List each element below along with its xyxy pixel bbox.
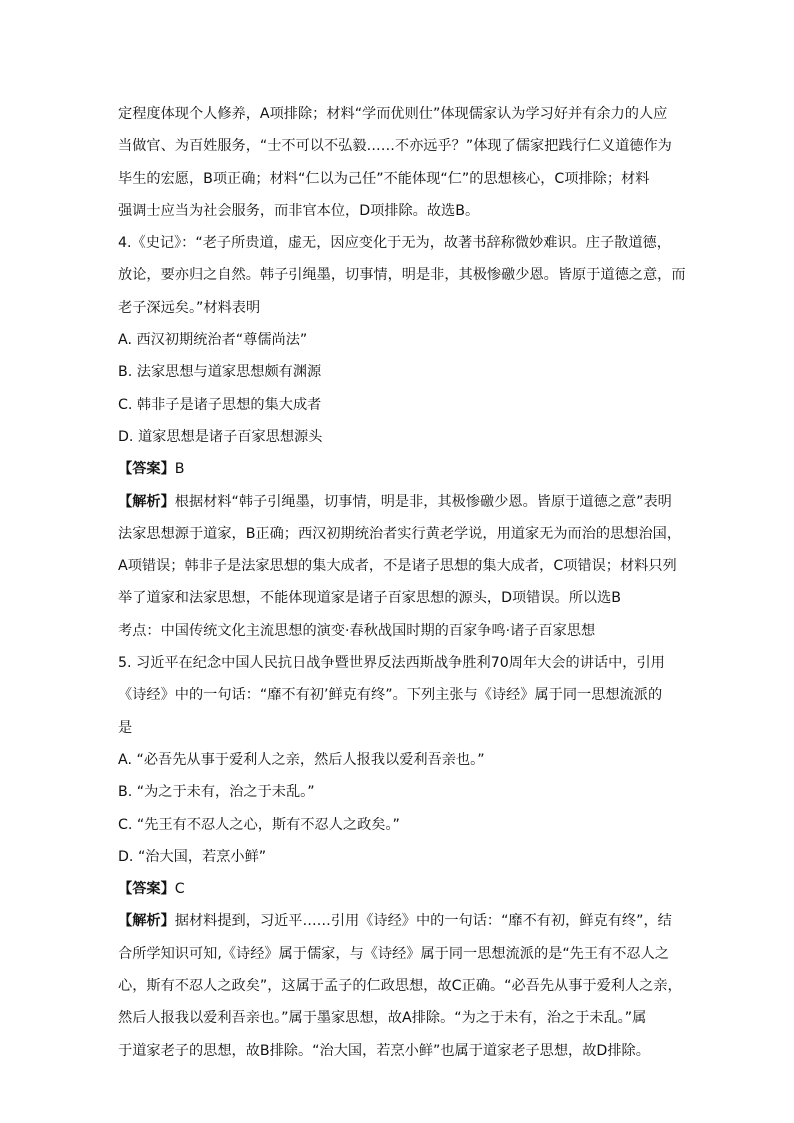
analysis-text: 据材料提到，习近平……引用《诗经》中的一句话：“靡不有初，鲜克有终”，结 <box>174 913 672 930</box>
question-5-analysis-line-1 <box>118 905 678 937</box>
question-4-analysis-line-3: A项错误；韩非子是法家思想的集大成者，不是诸子思想的集大成者，C项错误；材料只列 <box>118 558 677 575</box>
question-5-analysis-line-5: 于道家老子的思想，故B排除。“治大国，若烹小鲜”也属于道家老子思想，故D排除。 <box>118 1042 650 1059</box>
text-line-3: 毕生的宏愿，B项正确；材料“仁以为己任”不能体现“仁”的思想核心，C项排除；材料 <box>118 170 650 187</box>
question-5-stem-line-3: 是 <box>118 719 133 736</box>
text-line-1: 定程度体现个人修养，A项排除；材料“学而优则仕”体现儒家认为学习好并有余力的人应 <box>118 106 668 122</box>
question-5-option-b: B. “为之于未有，治之于未乱。” <box>118 784 315 801</box>
question-5-analysis-line-4: 然后人报我以爱利吾亲也。”属于墨家思想，故A排除。“为之于未有，治之于未乱。”属 <box>118 1010 647 1027</box>
text-line-4: 强调士应当为社会服务，而非官本位，D项排除。故选B。 <box>118 202 480 219</box>
question-5-analysis-line-2: 合所学知识可知,《诗经》属于儒家，与《诗经》属于同一思想流派的是“先王有不忍人之 <box>118 945 669 962</box>
question-5-option-d: D. “治大国，若烹小鲜” <box>118 848 267 865</box>
question-5-option-a: A. “必吾先从事于爱利人之亲，然后人报我以爱利吾亲也。” <box>118 751 485 768</box>
answer-value: C <box>174 881 185 898</box>
question-4-analysis-line-2: 法家思想源于道家，B正确；西汉初期统治者实行黄老学说，用道家无为而治的思想治国， <box>118 525 682 542</box>
question-5-stem-line-2: 《诗经》中的一句话：“靡不有初’鲜克有终”。下列主张与《诗经》属于同一思想流派的 <box>118 687 663 704</box>
question-4-stem-line-3: 老子深远矣。”材料表明 <box>118 299 261 316</box>
question-5-answer <box>118 873 678 905</box>
question-4-stem-line-1: 4.《史记》：“老子所贵道，虚无，因应变化于无为，故著书辞称微妙难识。庄子散道德， <box>118 235 671 252</box>
question-4-option-c: C. 韩非子是诸子思想的集大成者 <box>118 396 322 413</box>
question-4-knowledge-point: 考点：中国传统文化主流思想的演变·春秋战国时期的百家争鸣·诸子百家思想 <box>118 622 596 639</box>
question-4-analysis-line-1 <box>118 486 678 518</box>
analysis-tag: 【解析】 <box>118 493 175 510</box>
answer-tag: 【答案】 <box>118 881 175 898</box>
text-line-2: 当做官、为百姓服务，“士不可以不弘毅……不亦远乎？”体现了儒家把践行仁义道德作为 <box>118 138 672 155</box>
question-4-answer <box>118 453 678 485</box>
question-4-option-d: D. 道家思想是诸子百家思想源头 <box>118 428 323 445</box>
question-4-option-a: A. 西汉初期统治者“尊儒尚法” <box>118 332 308 349</box>
answer-tag: 【答案】 <box>118 461 175 478</box>
question-5-stem-line-1: 5. 习近平在纪念中国人民抗日战争暨世界反法西斯战争胜利70周年大会的讲话中，引用 <box>118 655 665 672</box>
question-4-analysis-line-4: 举了道家和法家思想，不能体现道家是诸子百家思想的源头，D项错误。所以选B <box>118 590 622 607</box>
question-4-stem-line-2: 放论，要亦归之自然。韩子引绳墨，切事情，明是非，其极惨礉少恩。皆原于道德之意，而 <box>118 267 686 284</box>
question-5-analysis-line-3: 心，斯有不忍人之政矣”，这属于孟子的仁政思想，故C正确。“必吾先从事于爱利人之亲， <box>118 978 682 995</box>
question-5-option-c: C. “先王有不忍人之心，斯有不忍人之政矣。” <box>118 816 400 833</box>
answer-value: B <box>174 461 185 478</box>
question-4-option-b: B. 法家思想与道家思想颇有渊源 <box>118 364 322 381</box>
document-page <box>118 98 686 1067</box>
analysis-tag: 【解析】 <box>118 913 175 930</box>
analysis-text: 根据材料“韩子引绳墨，切事情，明是非，其极惨礉少恩。皆原于道德之意”表明 <box>174 493 672 510</box>
